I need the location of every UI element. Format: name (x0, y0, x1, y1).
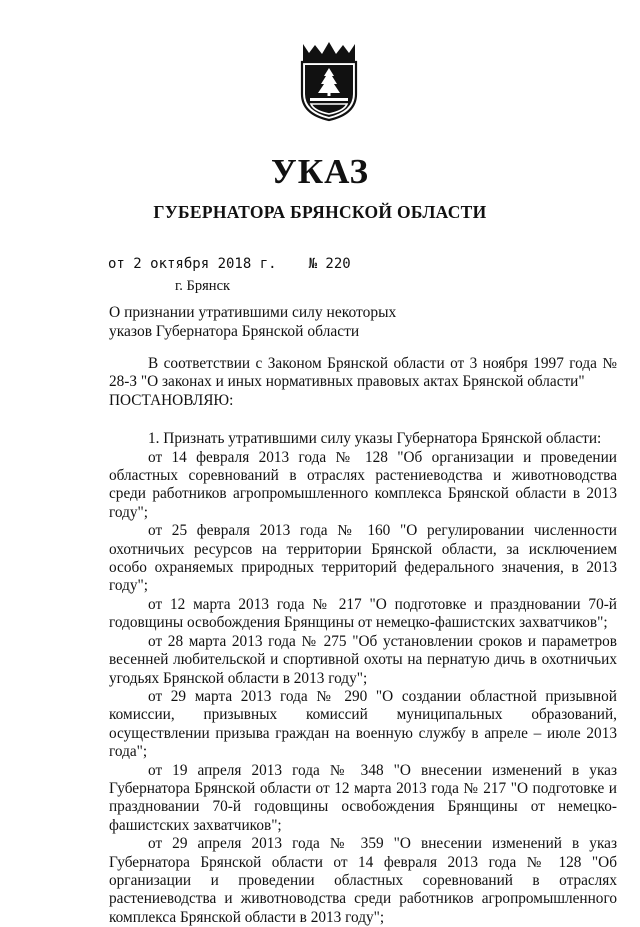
subject-line: указов Губернатора Брянской области (109, 323, 360, 340)
bryansk-coat-of-arms-icon (297, 40, 361, 122)
decree-word: ПОСТАНОВЛЯЮ: (109, 391, 234, 409)
repealed-decree-entry: от 12 марта 2013 года № 217 "О подготовке и праздновании 70-й годовщины освобождения Брянщины от немецко-фашистских захватчиков"; (109, 595, 617, 632)
repealed-decree-entry: от 14 февраля 2013 года № 128 "Об организации и проведении областных соревнований в отраслях растениеводства и животноводства среди работников агропромышленного комплекса Брянской области в 2013 году"; (109, 448, 617, 521)
repealed-decree-entry: от 28 марта 2013 года № 275 "Об установлении сроков и параметров весенней любительской и спортивной охоты на пернатую дичь в охотничьих угодьях Брянской области в 2013 году"; (109, 632, 617, 687)
date-number-line (108, 255, 351, 273)
preamble-paragraph: В соответствии с Законом Брянской области от 3 ноября 1997 года № 28-З "О законах и иных нормативных правовых актах Брянской области" (109, 355, 617, 391)
document-date: от 2 октября 2018 г. (108, 256, 277, 272)
repealed-decree-entry: от 25 февраля 2013 года № 160 "О регулировании численности охотничьих ресурсов на территории Брянской области, за исключением особо охраняемых природных территорий федерального значения, в 2013 году"; (109, 522, 617, 595)
repealed-decree-entry: от 29 марта 2013 года № 290 "О создании областной призывной комиссии, призывных комиссий муниципальных образований, осуществлении призыва граждан на военную службу в апреле – июле 2013 года"; (109, 687, 617, 761)
document-subject (109, 303, 429, 341)
document-issuer: ГУБЕРНАТОРА БРЯНСКОЙ ОБЛАСТИ (153, 202, 487, 222)
document-number: № 220 (308, 256, 351, 272)
document-title: УКАЗ (271, 152, 369, 191)
repealed-decree-entry: от 29 апреля 2013 года № 359 "О внесении изменений в указ Губернатора Брянской области от 14 февраля 2013 года № 128 "Об организации и проведении областных соревнований в отраслях растениеводства и животноводства среди работников агропромышленного комплекса Брянской области в 2013 году"; (109, 835, 617, 926)
subject-line: О признании утратившими силу некоторых (109, 304, 397, 321)
document-body (109, 355, 617, 927)
item-paragraph: 1. Признать утратившими силу указы Губернатора Брянской области: (148, 430, 602, 448)
document-city: г. Брянск (175, 278, 231, 294)
repealed-decree-entry: от 19 апреля 2013 года № 348 "О внесении изменений в указ Губернатора Брянской области от 12 марта 2013 года № 217 "О подготовке и праздновании 70-й годовщины освобождения Брянщины от немецко-фашистских захватчиков"; (109, 761, 617, 834)
